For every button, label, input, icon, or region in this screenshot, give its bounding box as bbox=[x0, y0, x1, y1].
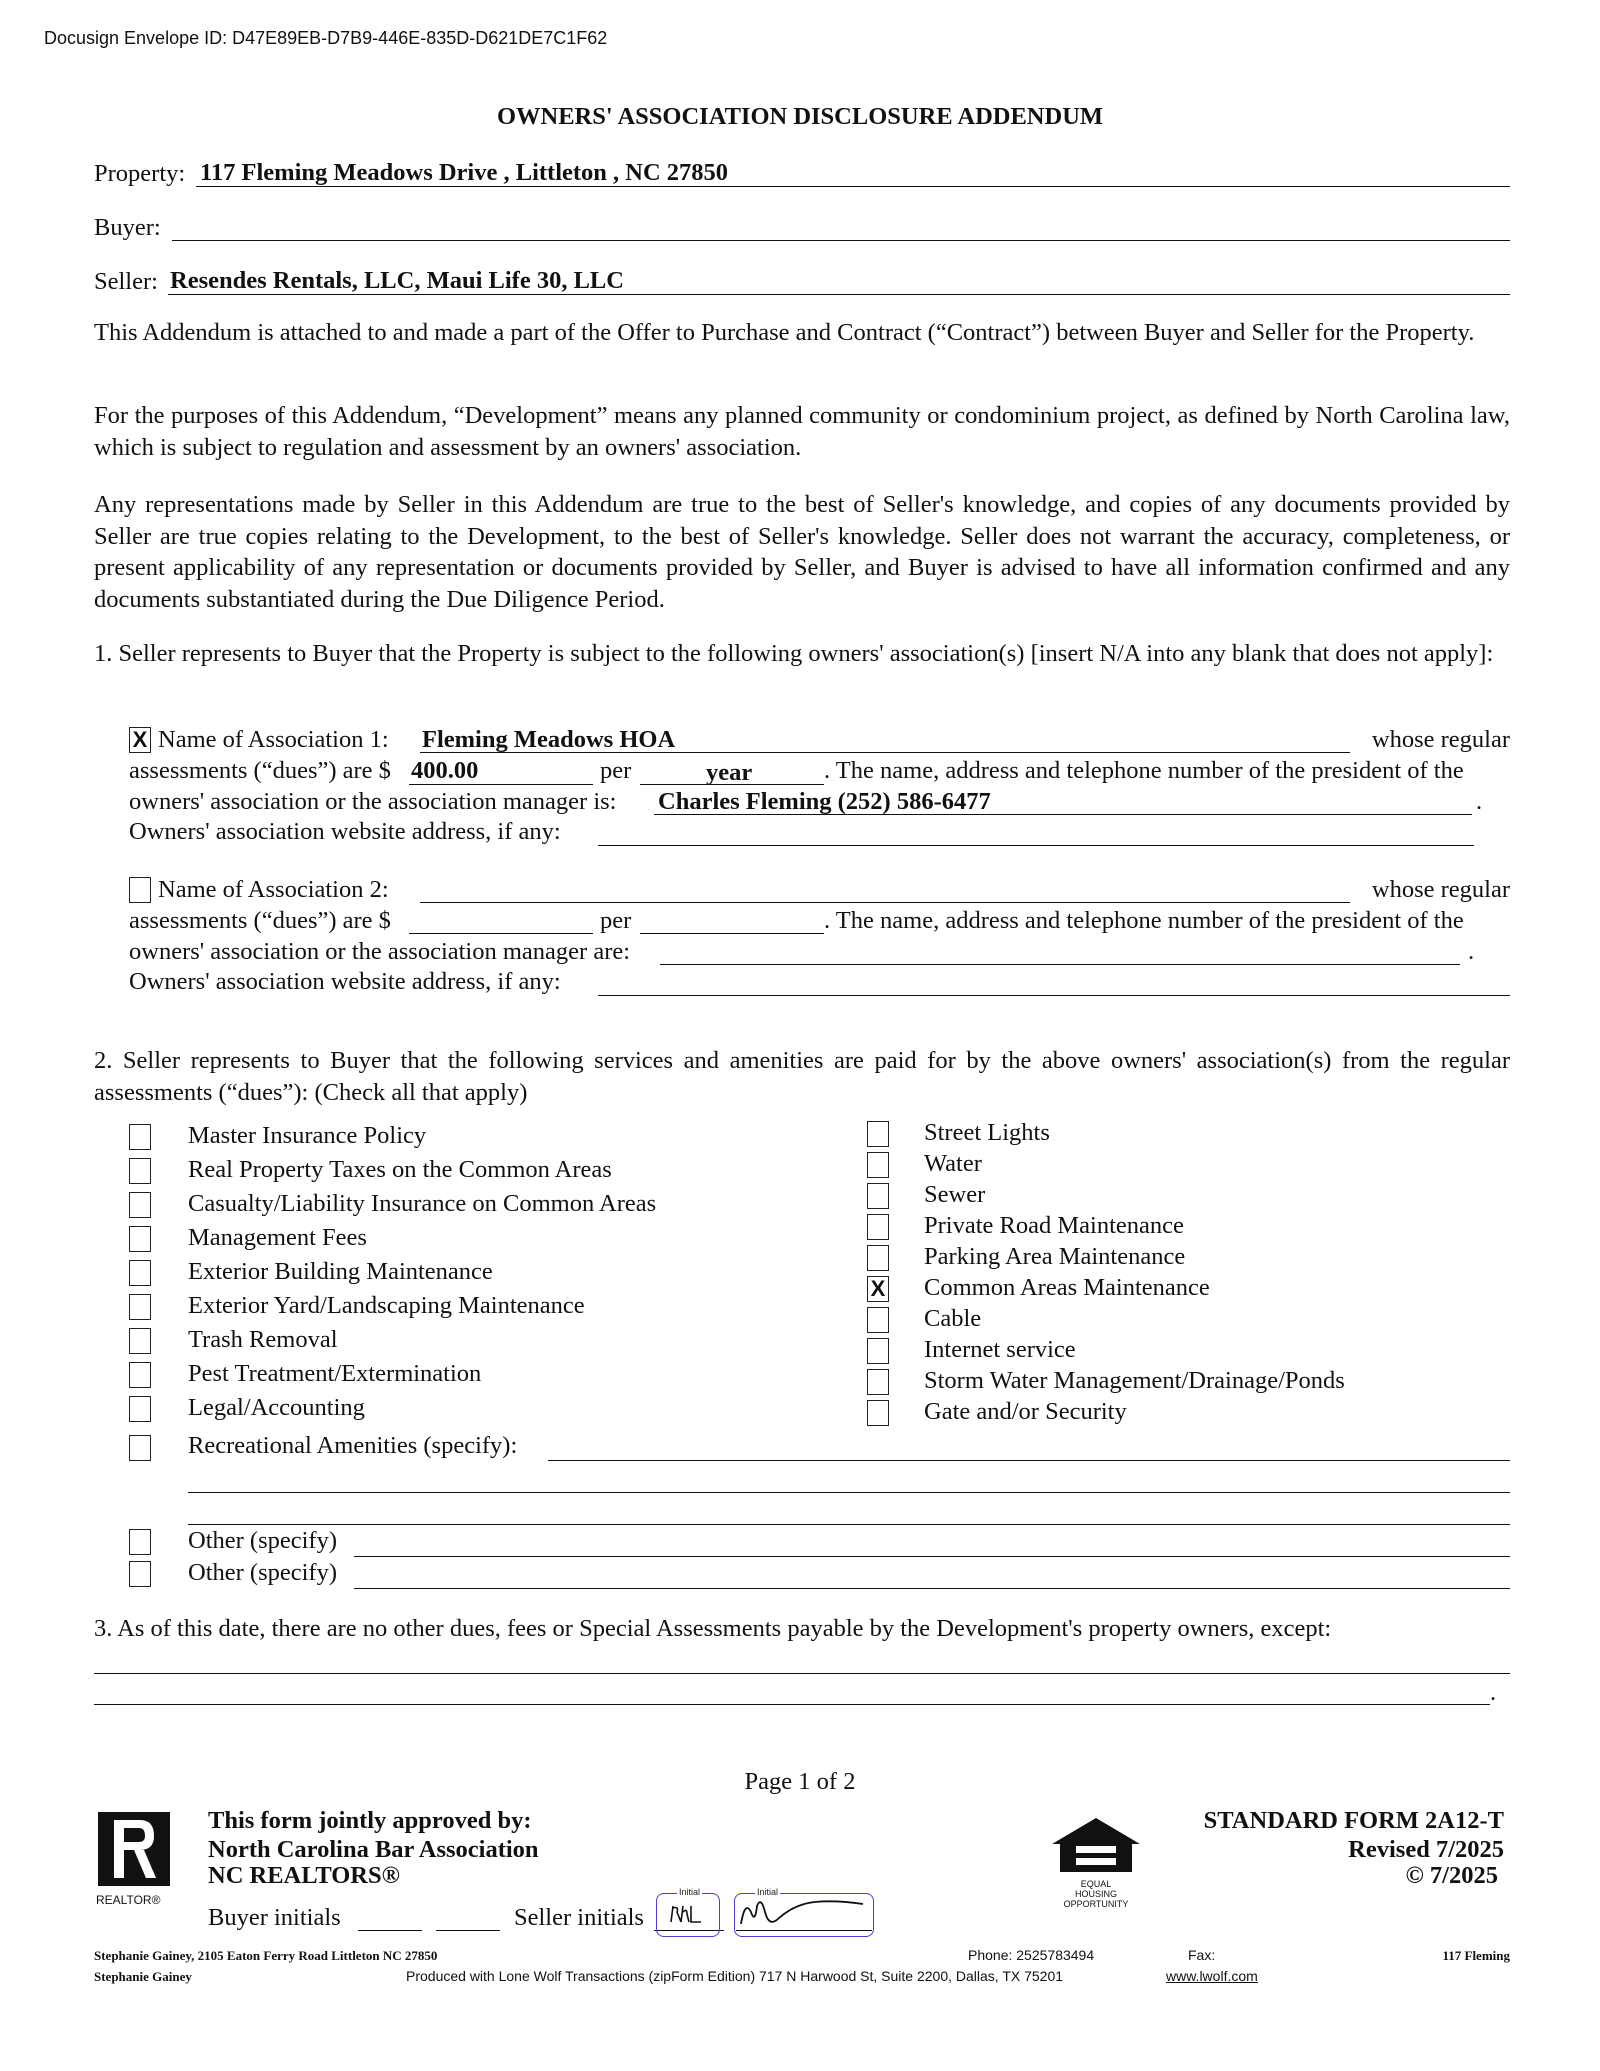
internet-label: Internet service bbox=[924, 1336, 1076, 1363]
assoc2-period-line bbox=[640, 933, 824, 934]
management-fees-label: Management Fees bbox=[188, 1224, 367, 1251]
assoc1-manager[interactable]: Charles Fleming (252) 586-6477 bbox=[658, 788, 991, 815]
legal-accounting-checkbox[interactable] bbox=[129, 1396, 151, 1422]
private-road-label: Private Road Maintenance bbox=[924, 1212, 1184, 1239]
page-number: Page 1 of 2 bbox=[744, 1768, 856, 1795]
assoc1-checkbox[interactable]: X bbox=[129, 727, 151, 753]
realtor-r-icon bbox=[96, 1810, 172, 1888]
section3-text: 3. As of this date, there are no other dues, fees or Special Assessments payable by the Development's property owners, except: bbox=[94, 1615, 1332, 1642]
parking-area-label: Parking Area Maintenance bbox=[924, 1243, 1186, 1270]
storm-water-checkbox[interactable] bbox=[867, 1369, 889, 1395]
section2-text: 2. Seller represents to Buyer that the following services and amenities are paid for by the above owners' association(s) from the regular assessments (“dues”): (Check all that apply) bbox=[94, 1047, 1510, 1106]
other1-label: Other (specify) bbox=[188, 1527, 337, 1554]
seller-initials-label: Seller initials bbox=[514, 1904, 644, 1931]
assoc1-period-end: . bbox=[1476, 788, 1483, 815]
legal-accounting-label: Legal/Accounting bbox=[188, 1394, 365, 1421]
agent-fax: Fax: bbox=[1188, 1947, 1216, 1963]
seller-initial-2-signature bbox=[735, 1894, 871, 1934]
addendum-paragraph: This Addendum is attached to and made a part of the Offer to Purchase and Contract (“Contract”) between Buyer and Seller for the Property. bbox=[94, 319, 1475, 346]
seller-initial-1-signature bbox=[657, 1894, 717, 1934]
other2-line bbox=[354, 1588, 1510, 1589]
gate-security-checkbox[interactable] bbox=[867, 1400, 889, 1426]
common-areas-label: Common Areas Maintenance bbox=[924, 1274, 1210, 1301]
realtor-logo-text: REALTOR® bbox=[96, 1893, 161, 1907]
buyer-label: Buyer: bbox=[94, 214, 161, 241]
assoc1-website-label: Owners' association website address, if any: bbox=[129, 818, 561, 845]
assoc1-name[interactable]: Fleming Meadows HOA bbox=[422, 726, 676, 753]
section1-text: 1. Seller represents to Buyer that the Property is subject to the following owners' association(s) [insert N/A into any blank that does not apply]: bbox=[94, 640, 1494, 667]
exterior-yard-label: Exterior Yard/Landscaping Maintenance bbox=[188, 1292, 585, 1319]
assoc2-dues-prefix: assessments (“dues”) are $ bbox=[129, 907, 391, 934]
agent-name: Stephanie Gainey bbox=[94, 1969, 192, 1984]
recreational-line-2 bbox=[188, 1492, 1510, 1493]
section3-line-1 bbox=[94, 1673, 1510, 1674]
assoc1-whose: whose regular bbox=[1371, 726, 1510, 753]
agent-phone: Phone: 2525783494 bbox=[968, 1947, 1095, 1963]
initial-tag-1: Initial bbox=[679, 1887, 701, 1897]
equal-housing-logo bbox=[1046, 1814, 1146, 1909]
initial-tag-2: Initial bbox=[757, 1887, 779, 1897]
assoc2-manager-label: owners' association or the association manager are: bbox=[129, 938, 631, 965]
file-name: 117 Fleming bbox=[1442, 1948, 1510, 1963]
exterior-yard-checkbox[interactable] bbox=[129, 1294, 151, 1320]
common-areas-checkbox[interactable]: X bbox=[867, 1276, 889, 1302]
equal-housing-icon bbox=[1046, 1814, 1146, 1874]
assoc2-president-text: . The name, address and telephone number of the president of the bbox=[824, 907, 1464, 934]
approved-by: This form jointly approved by: bbox=[208, 1807, 532, 1834]
bar-association: North Carolina Bar Association bbox=[208, 1836, 539, 1863]
recreational-line-3 bbox=[188, 1524, 1510, 1525]
development-paragraph: For the purposes of this Addendum, “Development” means any planned community or condominium project, as defined by North Carolina law, which is subject to regulation and assessment by an owners' association. bbox=[94, 402, 1510, 461]
equal-housing-text: EQUAL HOUSING OPPORTUNITY bbox=[1063, 1879, 1129, 1909]
recreational-label: Recreational Amenities (specify): bbox=[188, 1432, 518, 1459]
assoc1-period[interactable]: year bbox=[706, 759, 753, 786]
section3-period-end: . bbox=[1490, 1679, 1497, 1706]
management-fees-checkbox[interactable] bbox=[129, 1226, 151, 1252]
casualty-insurance-label: Casualty/Liability Insurance on Common Areas bbox=[188, 1190, 657, 1217]
assoc1-dues[interactable]: 400.00 bbox=[411, 757, 479, 784]
assoc2-checkbox[interactable] bbox=[129, 877, 151, 903]
casualty-insurance-checkbox[interactable] bbox=[129, 1192, 151, 1218]
assoc2-label: Name of Association 2: bbox=[158, 876, 389, 903]
water-checkbox[interactable] bbox=[867, 1152, 889, 1178]
water-label: Water bbox=[924, 1150, 982, 1177]
seller-label: Seller: bbox=[94, 268, 158, 295]
lwolf-link[interactable]: www.lwolf.com bbox=[1166, 1968, 1258, 1984]
trash-removal-checkbox[interactable] bbox=[129, 1328, 151, 1354]
internet-checkbox[interactable] bbox=[867, 1338, 889, 1364]
assoc2-manager-line bbox=[660, 964, 1460, 965]
copyright: © 7/2025 bbox=[1405, 1862, 1498, 1889]
nc-realtors: NC REALTORS® bbox=[208, 1862, 400, 1889]
seller-value[interactable]: Resendes Rentals, LLC, Maui Life 30, LLC bbox=[170, 267, 624, 294]
assoc2-website-line bbox=[598, 995, 1510, 996]
revised-date: Revised 7/2025 bbox=[1348, 1836, 1504, 1863]
seller-initial-box-1[interactable] bbox=[656, 1887, 720, 1937]
other1-checkbox[interactable] bbox=[129, 1529, 151, 1555]
property-taxes-checkbox[interactable] bbox=[129, 1158, 151, 1184]
street-lights-checkbox[interactable] bbox=[867, 1121, 889, 1147]
assoc1-manager-label: owners' association or the association manager is: bbox=[129, 788, 617, 815]
other2-label: Other (specify) bbox=[188, 1559, 337, 1586]
produced-with: Produced with Lone Wolf Transactions (zipForm Edition) 717 N Harwood St, Suite 2200, Dallas, TX 75201 bbox=[406, 1968, 1064, 1984]
agent-line: Stephanie Gainey, 2105 Eaton Ferry Road Littleton NC 27850 bbox=[94, 1948, 438, 1963]
pest-treatment-checkbox[interactable] bbox=[129, 1362, 151, 1388]
master-insurance-label: Master Insurance Policy bbox=[188, 1122, 427, 1149]
assoc2-period-end: . bbox=[1468, 938, 1475, 965]
assoc1-dues-prefix: assessments (“dues”) are $ bbox=[129, 757, 391, 784]
assoc1-per: per bbox=[600, 757, 632, 784]
representations-paragraph: Any representations made by Seller in this Addendum are true to the best of Seller's knowledge, and copies of any documents provided by Seller are true copies relating to the Development, to the best of Seller's knowledge. Seller does not warrant the accuracy, completeness, or present applicability of any representation or documents provided by Seller, and Buyer is advised to have all information confirmed and any documents substantiated during the Due Diligence Period. bbox=[94, 491, 1510, 613]
page-title: OWNERS' ASSOCIATION DISCLOSURE ADDENDUM bbox=[496, 103, 1104, 130]
assoc2-name-line bbox=[420, 902, 1350, 903]
buyer-initials-label: Buyer initials bbox=[208, 1904, 341, 1931]
recreational-checkbox[interactable] bbox=[129, 1435, 151, 1461]
assoc1-website-line bbox=[598, 845, 1474, 846]
assoc2-per: per bbox=[600, 907, 632, 934]
pest-treatment-label: Pest Treatment/Extermination bbox=[188, 1360, 482, 1387]
exterior-building-label: Exterior Building Maintenance bbox=[188, 1258, 493, 1285]
property-label: Property: bbox=[94, 160, 186, 187]
cable-checkbox[interactable] bbox=[867, 1307, 889, 1333]
assoc1-president-text: . The name, address and telephone number of the president of the bbox=[824, 757, 1464, 784]
assoc1-label: Name of Association 1: bbox=[158, 726, 389, 753]
assoc2-whose: whose regular bbox=[1371, 876, 1510, 903]
assoc2-website-label: Owners' association website address, if any: bbox=[129, 968, 561, 995]
storm-water-label: Storm Water Management/Drainage/Ponds bbox=[924, 1367, 1345, 1394]
gate-security-label: Gate and/or Security bbox=[924, 1398, 1127, 1425]
sewer-label: Sewer bbox=[924, 1181, 986, 1208]
cable-label: Cable bbox=[924, 1305, 982, 1332]
buyer-initials-line-2[interactable] bbox=[436, 1930, 500, 1931]
section3-line-2 bbox=[94, 1704, 1490, 1705]
property-value[interactable]: 117 Fleming Meadows Drive , Littleton , NC 27850 bbox=[200, 159, 729, 186]
property-taxes-label: Real Property Taxes on the Common Areas bbox=[188, 1156, 612, 1183]
buyer-initials-line-1[interactable] bbox=[358, 1930, 422, 1931]
parking-area-checkbox[interactable] bbox=[867, 1245, 889, 1271]
recreational-line-1 bbox=[548, 1460, 1510, 1461]
master-insurance-checkbox[interactable] bbox=[129, 1124, 151, 1150]
seller-initial-box-2[interactable] bbox=[734, 1887, 874, 1937]
other2-checkbox[interactable] bbox=[129, 1561, 151, 1587]
realtor-logo bbox=[96, 1810, 176, 1907]
standard-form: STANDARD FORM 2A12-T bbox=[1203, 1807, 1504, 1834]
buyer-line bbox=[172, 240, 1510, 241]
sewer-checkbox[interactable] bbox=[867, 1183, 889, 1209]
other1-line bbox=[354, 1556, 1510, 1557]
assoc2-dues-line bbox=[409, 933, 593, 934]
exterior-building-checkbox[interactable] bbox=[129, 1260, 151, 1286]
private-road-checkbox[interactable] bbox=[867, 1214, 889, 1240]
envelope-id: Docusign Envelope ID: D47E89EB-D7B9-446E-835D-D621DE7C1F62 bbox=[44, 28, 608, 48]
trash-removal-label: Trash Removal bbox=[188, 1326, 338, 1353]
street-lights-label: Street Lights bbox=[924, 1119, 1050, 1146]
